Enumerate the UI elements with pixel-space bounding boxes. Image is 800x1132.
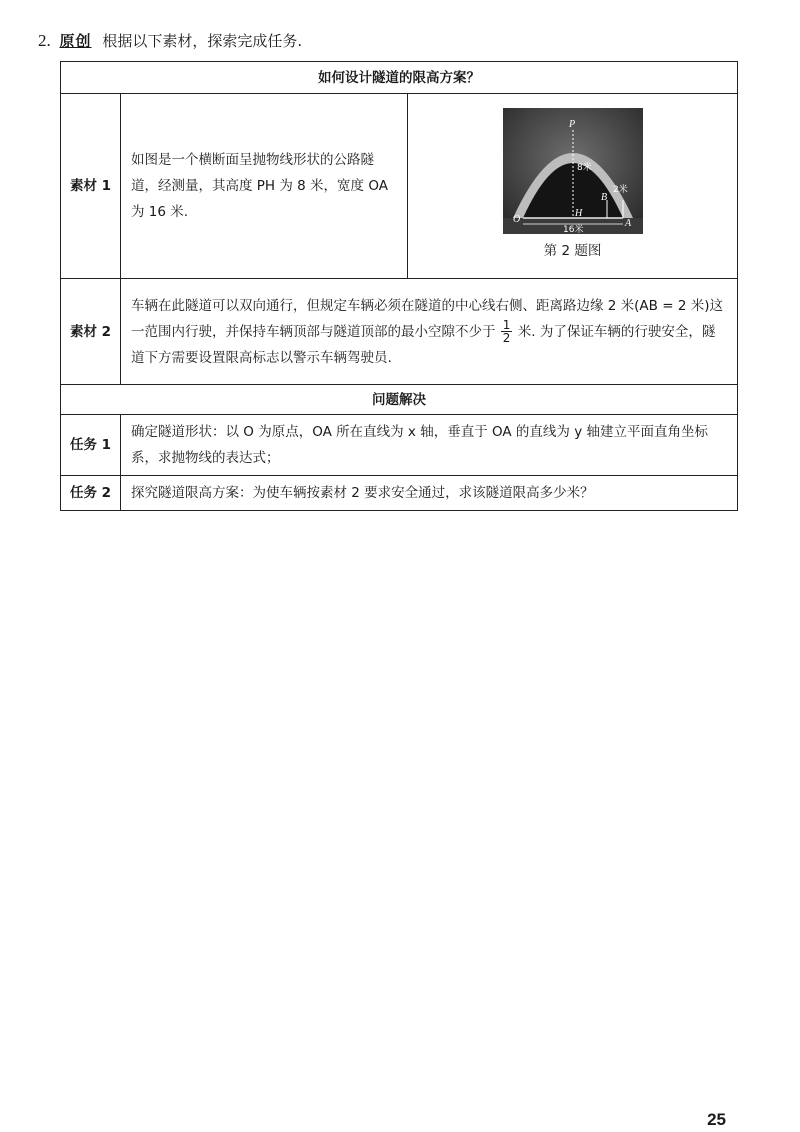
fraction-numerator: 1 [502, 318, 511, 332]
material2-label: 素材 2 [61, 279, 121, 385]
material1-text: 如图是一个横断面呈抛物线形状的公路隧道，经测量，其高度 PH 为 8 米，宽度 OA 为 16 米. [121, 94, 408, 279]
label-h: H [574, 208, 582, 219]
material1-label: 素材 1 [61, 94, 121, 279]
half-fraction [501, 319, 513, 344]
section-title: 问题解决 [61, 385, 738, 415]
page-number: 25 [707, 1110, 726, 1129]
label-side: 2米 [612, 185, 628, 195]
task2-text: 探究隧道限高方案：为使车辆按素材 2 要求安全通过，求该隧道限高多少米？ [121, 476, 738, 511]
label-o: O [512, 214, 520, 225]
label-b: B [600, 192, 607, 203]
tunnel-figure-cell [408, 94, 738, 279]
task2-label: 任务 2 [61, 476, 121, 511]
label-p: P [568, 119, 575, 130]
figure-caption: 第 2 题图 [543, 243, 602, 259]
task1-text: 确定隧道形状：以 O 为原点，OA 所在直线为 x 轴，垂直于 OA 的直线为 y 轴建立平面直角坐标系，求抛物线的表达式； [121, 415, 738, 476]
question-header [38, 30, 302, 52]
material2-text-b: 米. 为了保证车辆的行驶安全，隧道下方需要设置限高标志以警示车辆驾驶员. [131, 323, 716, 366]
question-number: 2. [38, 31, 51, 50]
fraction-denominator: 2 [502, 331, 511, 345]
table-title: 如何设计隧道的限高方案？ [61, 62, 738, 94]
label-width: 16米 [562, 225, 583, 234]
material2-text [121, 279, 738, 385]
label-height: 8米 [576, 163, 592, 173]
original-tag: 原创 [59, 32, 92, 50]
tunnel-photo [503, 108, 643, 234]
question-prompt: 根据以下素材，探索完成任务. [102, 32, 303, 50]
task1-label: 任务 1 [61, 415, 121, 476]
label-a: A [624, 218, 631, 229]
task-table [60, 61, 738, 511]
material2-text-a: 车辆在此隧道可以双向通行，但规定车辆必须在隧道的中心线右侧、距离路边缘 2 米(AB = 2 米)这一范围内行驶，并保持车辆顶部与隧道顶部的最小空隙不少于 [131, 297, 723, 340]
